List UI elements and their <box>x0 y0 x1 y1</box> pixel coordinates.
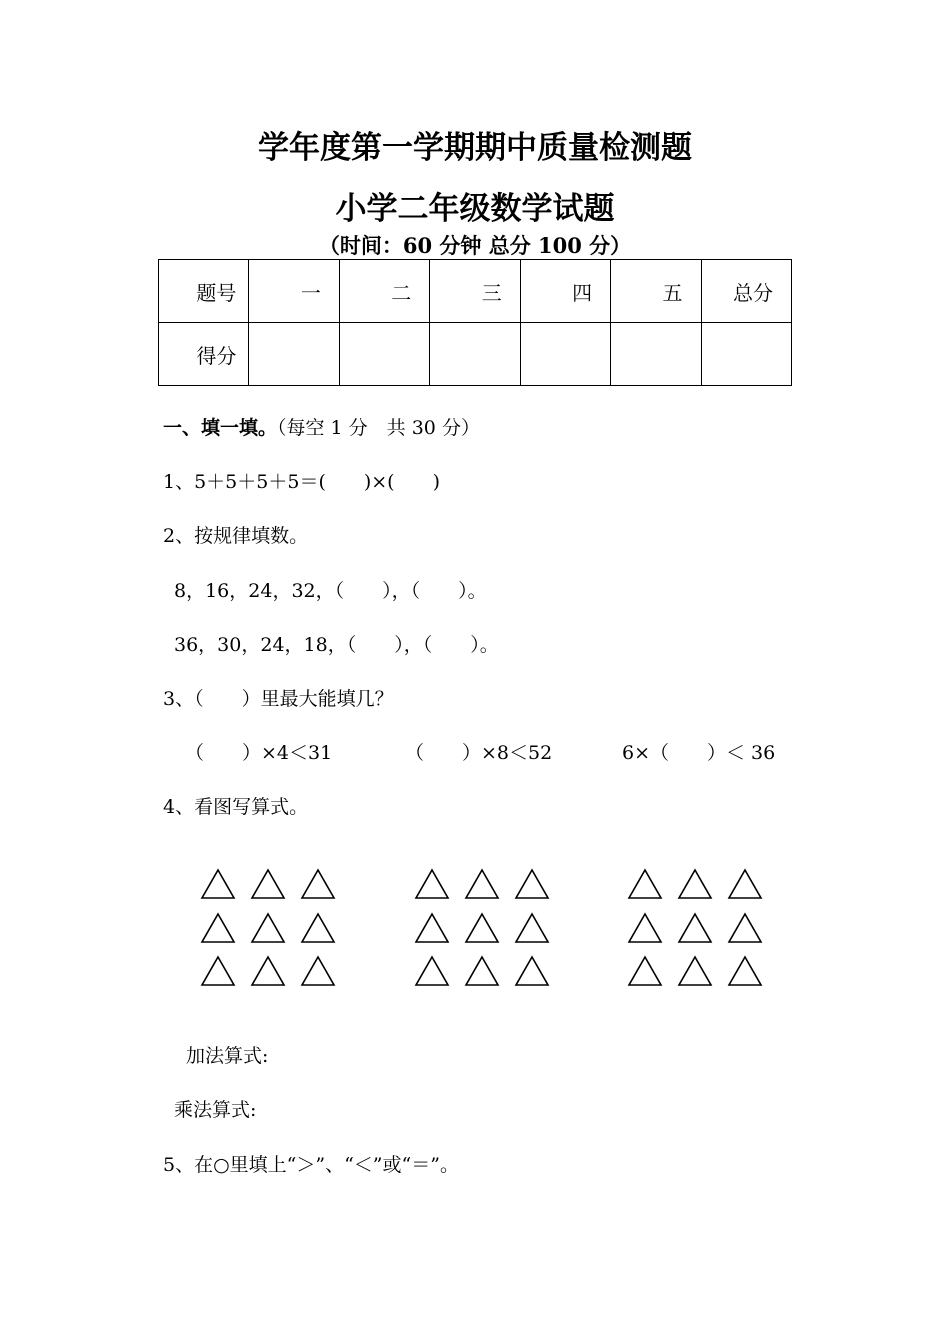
score-table-header-row <box>159 260 792 323</box>
triangle-icon <box>514 868 550 900</box>
question-1: 1、5＋5＋5＋5＝( )×( ) <box>163 471 441 493</box>
score-blank-cell <box>430 323 520 386</box>
triangle-icon <box>300 912 336 944</box>
score-header-cell: 总分 <box>701 260 791 323</box>
exam-time-score: （时间：60 分钟 总分 100 分） <box>318 233 632 258</box>
exam-title: 学年度第一学期期中质量检测题 <box>258 130 692 166</box>
section-1-title: 一、填一填。 <box>163 417 278 439</box>
score-header-cell: 三 <box>430 260 520 323</box>
triangle-icon <box>727 868 763 900</box>
triangle-icon <box>414 868 450 900</box>
score-blank-cell <box>249 323 339 386</box>
triangle-icon <box>250 912 286 944</box>
triangle-icon <box>627 955 663 987</box>
triangle-icon <box>200 912 236 944</box>
section-1-note: （每空 1 分 共 30 分） <box>277 417 480 439</box>
score-header-cell: 一 <box>249 260 339 323</box>
question-2: 2、按规律填数。 <box>163 525 309 547</box>
section-1-heading <box>163 413 480 440</box>
triangle-icon <box>627 868 663 900</box>
triangle-icon <box>300 955 336 987</box>
score-header-cell: 四 <box>520 260 610 323</box>
score-blank-cell <box>701 323 791 386</box>
triangle-icon <box>250 955 286 987</box>
triangle-icon <box>627 912 663 944</box>
score-table-score-row <box>159 323 792 386</box>
score-row-label: 得分 <box>159 323 249 386</box>
triangle-icon <box>677 955 713 987</box>
triangle-icon <box>250 868 286 900</box>
triangle-icon <box>464 868 500 900</box>
question-2-sequence-1: 8，16，24，32，（ ），（ ）。 <box>174 580 487 602</box>
triangle-icon <box>464 955 500 987</box>
triangle-icon <box>200 955 236 987</box>
triangle-icon <box>727 955 763 987</box>
score-blank-cell <box>611 323 701 386</box>
score-header-cell: 题号 <box>159 260 249 323</box>
question-3-item-c: 6×（ ）＜ 36 <box>622 742 776 764</box>
score-blank-cell <box>339 323 429 386</box>
question-3: 3、（ ）里最大能填几？ <box>163 688 394 710</box>
question-5: 5、在○里填上“＞”、“＜”或“＝”。 <box>163 1154 459 1176</box>
score-header-cell: 二 <box>339 260 429 323</box>
triangle-icon <box>514 912 550 944</box>
triangle-icon <box>677 868 713 900</box>
multiplication-expression-label: 乘法算式: <box>174 1099 257 1121</box>
score-blank-cell <box>520 323 610 386</box>
triangle-icon <box>200 868 236 900</box>
triangle-icon <box>727 912 763 944</box>
triangle-icon <box>414 955 450 987</box>
question-2-sequence-2: 36，30，24，18，（ ），（ ）。 <box>174 634 499 656</box>
question-3-item-a: （ ）×4＜31 <box>185 742 333 764</box>
question-3-item-b: （ ）×8＜52 <box>405 742 553 764</box>
triangle-icon <box>300 868 336 900</box>
score-table <box>158 259 792 386</box>
exam-subtitle: 小学二年级数学试题 <box>335 191 615 227</box>
triangle-icon <box>414 912 450 944</box>
score-header-cell: 五 <box>611 260 701 323</box>
triangle-icon <box>464 912 500 944</box>
addition-expression-label: 加法算式: <box>186 1045 269 1067</box>
triangle-icon <box>677 912 713 944</box>
triangle-icon <box>514 955 550 987</box>
question-4: 4、看图写算式。 <box>163 796 309 818</box>
